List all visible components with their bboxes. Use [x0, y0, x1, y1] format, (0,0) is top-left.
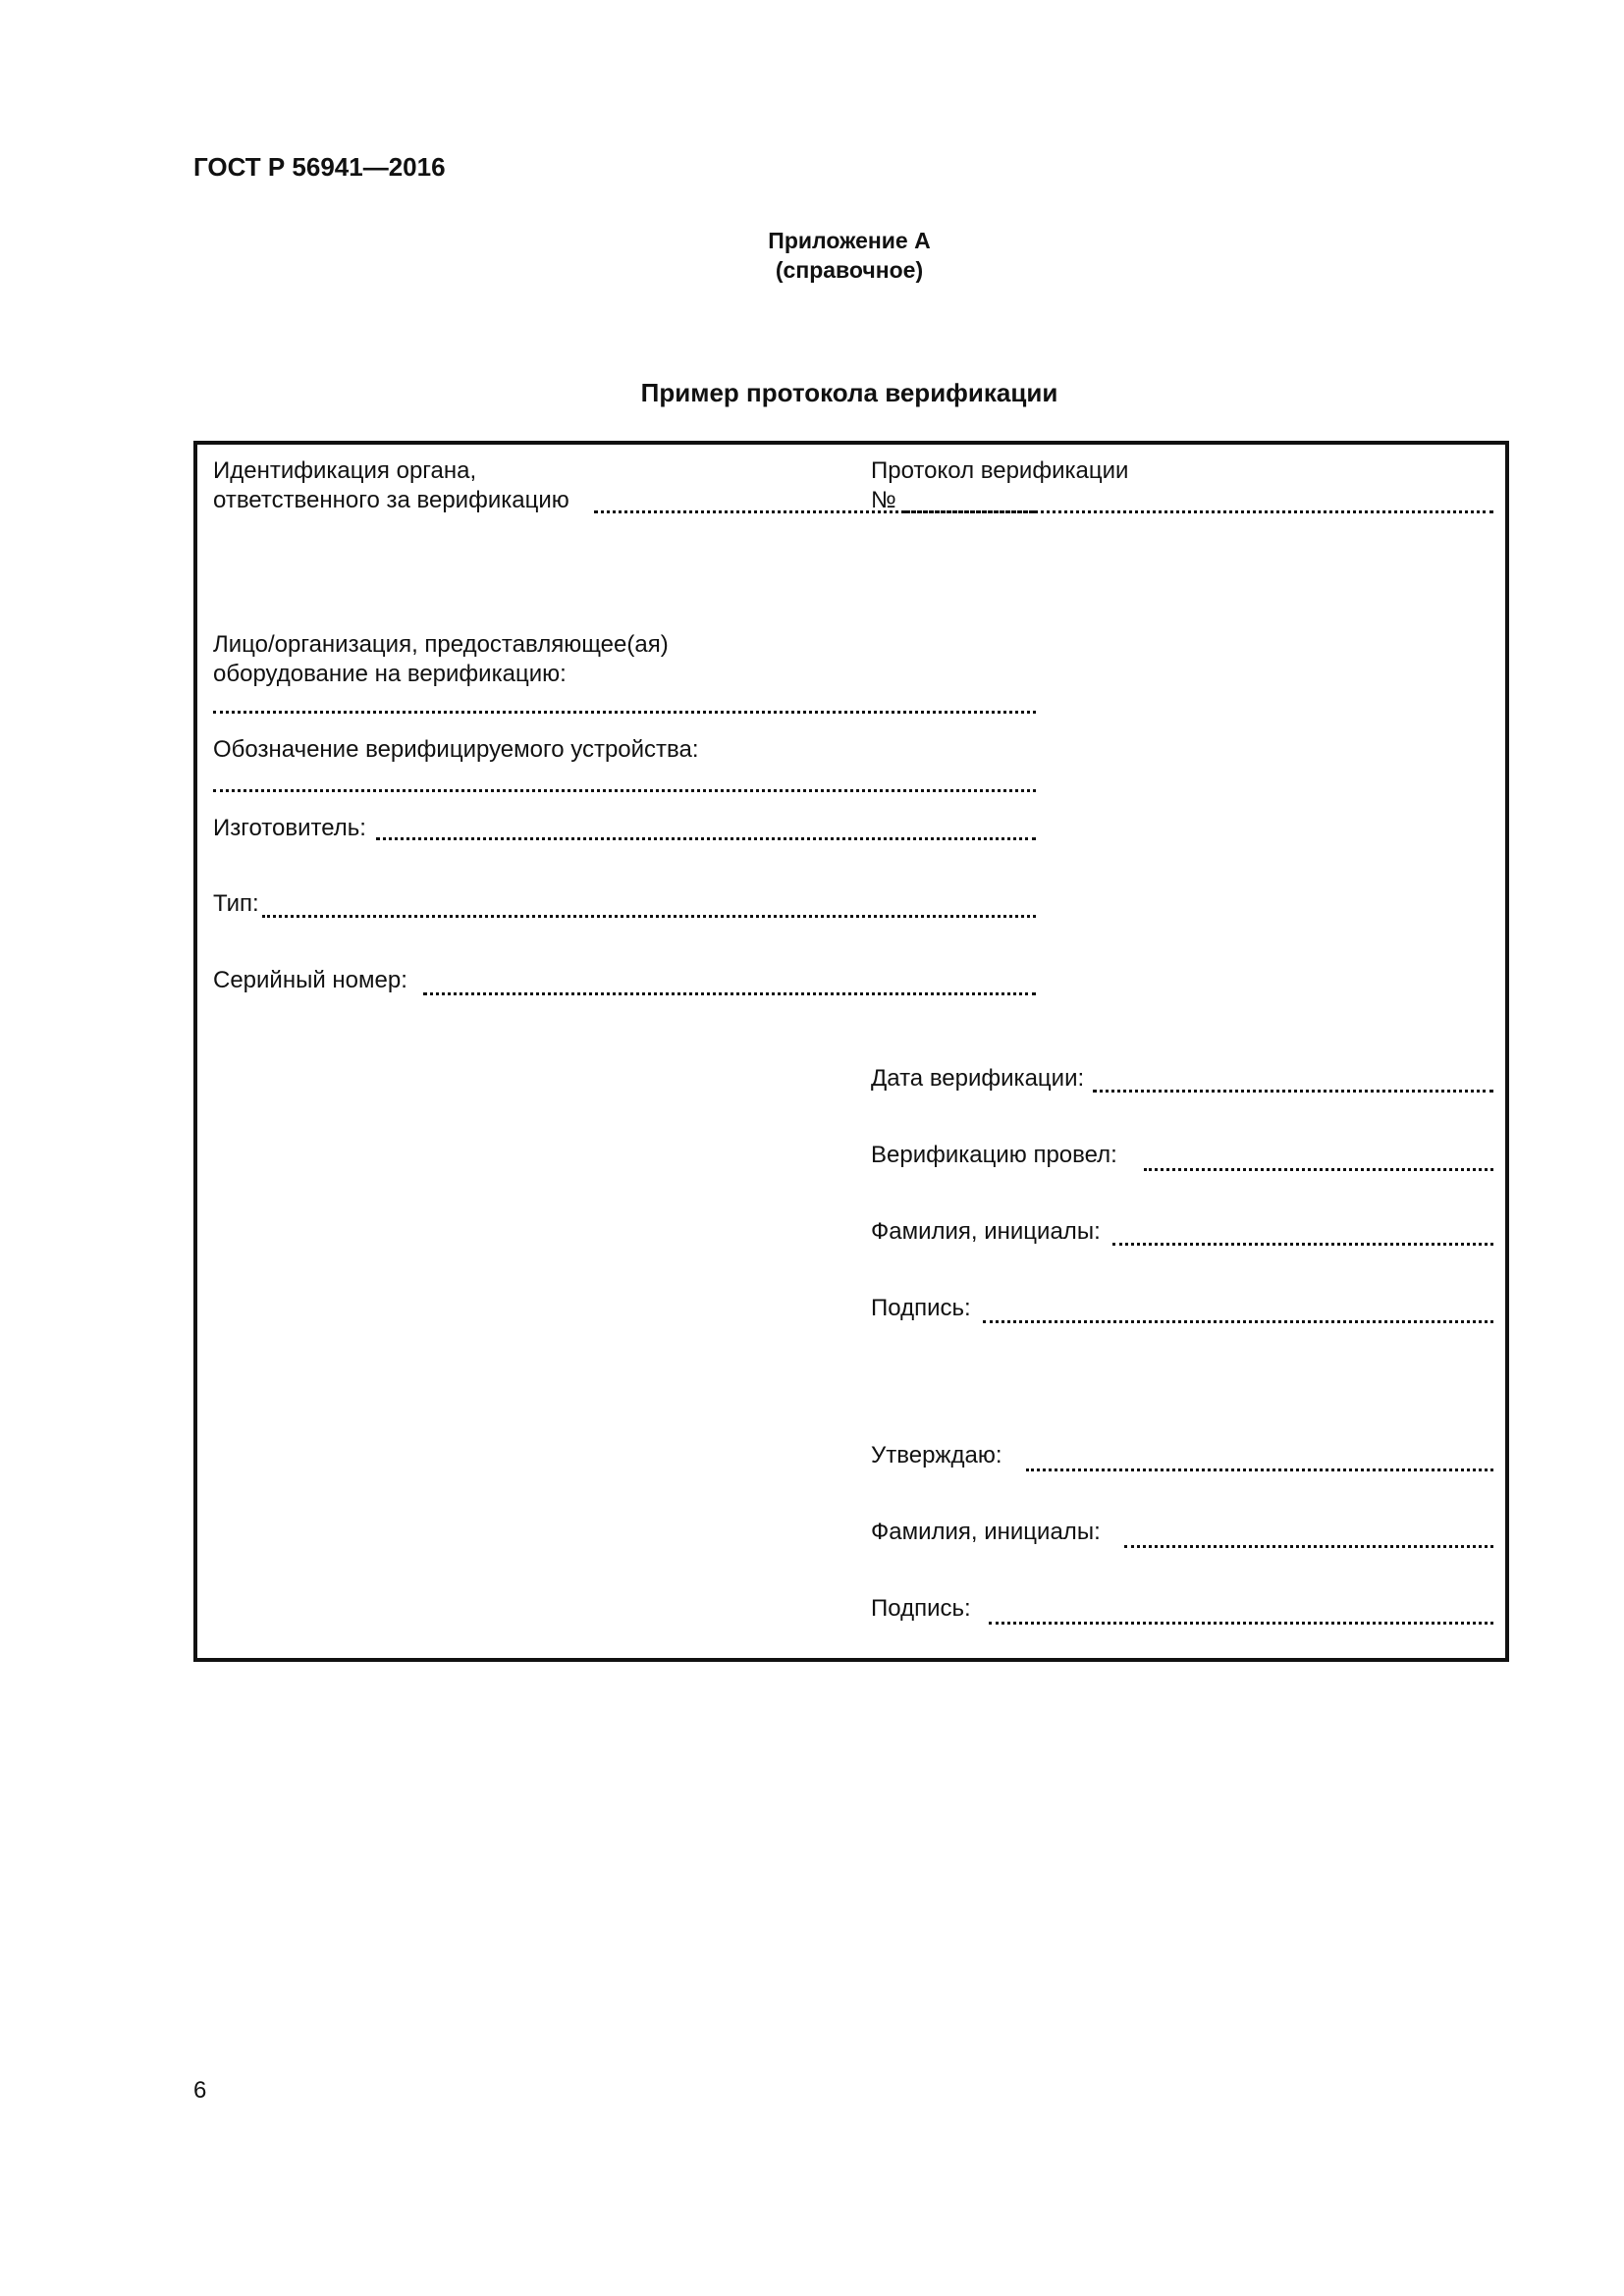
page-number: 6 [193, 2077, 207, 2104]
form-title: Пример протокола верификации [640, 378, 1058, 407]
type-field[interactable] [262, 915, 1036, 918]
protocol-number-field[interactable] [904, 510, 1493, 513]
serial-number-field[interactable] [423, 992, 1036, 995]
manufacturer-field[interactable] [376, 837, 1036, 840]
protocol-number-label: № [871, 487, 896, 513]
device-designation-label: Обозначение верифицируемого устройства: [213, 736, 699, 763]
approved-field[interactable] [1026, 1468, 1493, 1471]
verified-by-field[interactable] [1144, 1168, 1493, 1171]
provider-label-line2: оборудование на верификацию: [213, 661, 567, 687]
appendix-type: (справочное) [775, 257, 924, 283]
approver-name-label: Фамилия, инициалы: [871, 1519, 1101, 1545]
provider-field[interactable] [213, 711, 1036, 714]
verification-date-label: Дата верификации: [871, 1065, 1085, 1092]
verifier-signature-label: Подпись: [871, 1295, 971, 1321]
body-id-label-line2: ответственного за верификацию [213, 487, 569, 513]
manufacturer-label: Изготовитель: [213, 815, 366, 841]
provider-label-line1: Лицо/организация, предоставляющее(ая) [213, 631, 669, 658]
device-designation-field[interactable] [213, 789, 1036, 792]
standard-designation: ГОСТ Р 56941—2016 [193, 152, 446, 182]
verification-protocol-form [193, 441, 1509, 1662]
appendix-title: Приложение А [768, 228, 931, 253]
approver-signature-field[interactable] [989, 1622, 1493, 1625]
protocol-title-label: Протокол верификации [871, 457, 1129, 484]
approver-name-field[interactable] [1124, 1545, 1493, 1548]
serial-number-label: Серийный номер: [213, 967, 407, 993]
approver-signature-label: Подпись: [871, 1595, 971, 1622]
verification-date-field[interactable] [1093, 1090, 1493, 1093]
type-label: Тип: [213, 890, 259, 917]
verifier-name-label: Фамилия, инициалы: [871, 1218, 1101, 1245]
verifier-name-field[interactable] [1112, 1243, 1493, 1246]
approved-label: Утверждаю: [871, 1442, 1002, 1468]
verified-by-label: Верификацию провел: [871, 1142, 1117, 1168]
verifier-signature-field[interactable] [983, 1320, 1493, 1323]
body-id-label-line1: Идентификация органа, [213, 457, 477, 484]
